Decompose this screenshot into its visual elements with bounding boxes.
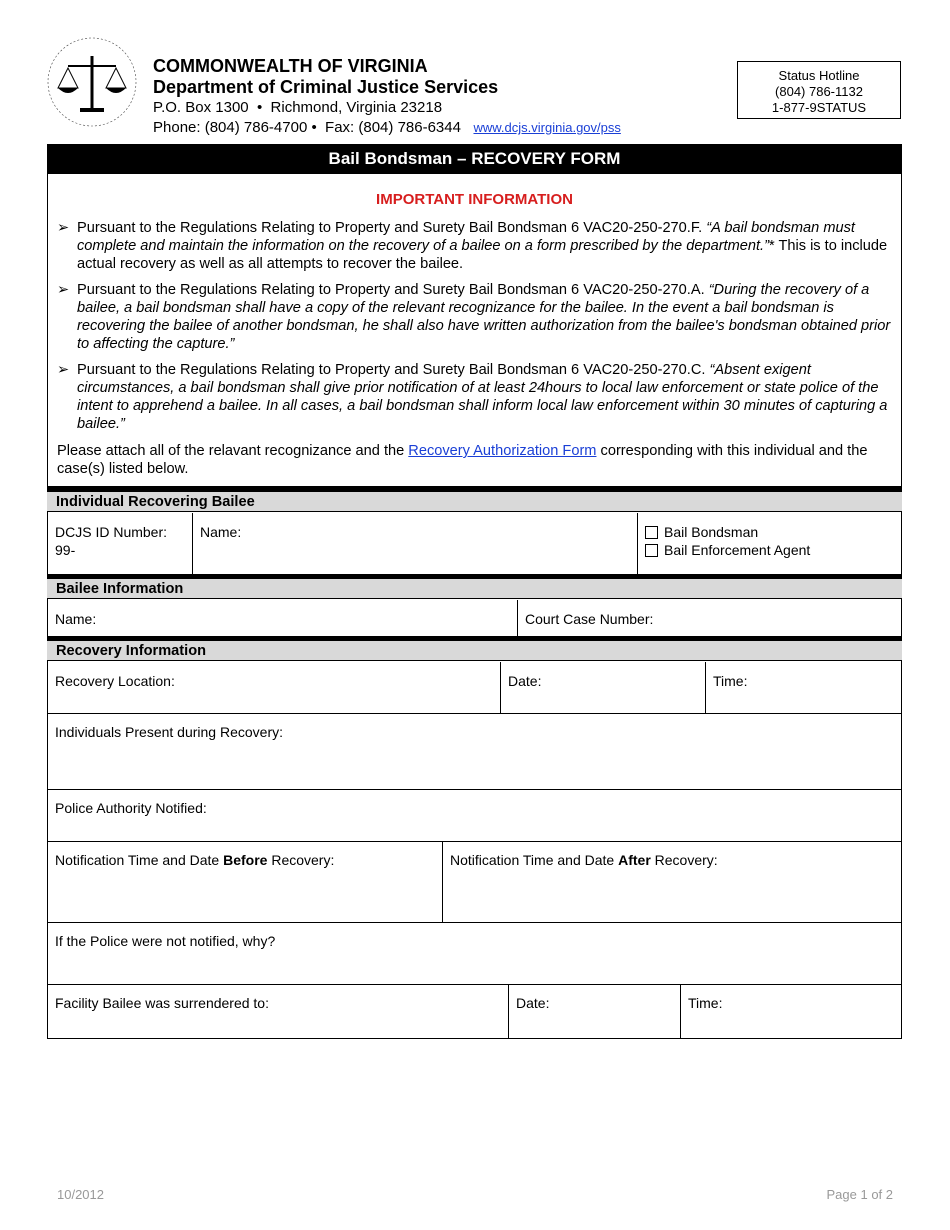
notification-after-field[interactable]: Notification Time and Date After Recovery: [442, 841, 902, 923]
hotline-label: Status Hotline [778, 68, 860, 83]
form-title: Bail Bondsman – RECOVERY FORM [47, 144, 902, 174]
dcjs-seal-logo [40, 36, 144, 132]
arrow-bullet-icon: ➢ [57, 282, 70, 298]
status-hotline-box [737, 61, 901, 119]
section-individual-header: Individual Recovering Bailee [47, 492, 902, 512]
section-recovery-header: Recovery Information [47, 641, 902, 661]
bullet-item: ➢ Pursuant to the Regulations Relating to Property and Surety Bail Bondsman 6 VAC20-250-270.F. “A bail bondsman must complete and maintain the information on the recovery of a bailee on a form prescribed by the department.”* This is to include actual recovery as well as all attempts to recover the bailee. [57, 220, 888, 272]
police-notified-field[interactable]: Police Authority Notified: [47, 789, 902, 842]
bullet-item: ➢ Pursuant to the Regulations Relating to Property and Surety Bail Bondsman 6 VAC20-250-270.A. “During the recovery of a bailee, a bail bondsman shall have a copy of the relevant recognizance for the bailee. In the event a bail bondsman is recovering the bailee of another bondsman, he shall also have written authorization from the bailee's bondsman obtained prior to affecting the capture.” [57, 282, 891, 352]
recovery-time-field[interactable]: Time: [705, 662, 902, 714]
section-bailee-header: Bailee Information [47, 579, 902, 599]
dcjs-id-field[interactable]: DCJS ID Number: 99- [47, 513, 193, 575]
police-not-notified-reason-field[interactable]: If the Police were not notified, why? [47, 922, 902, 985]
phone-fax: Phone: (804) 786-4700 • Fax: (804) 786-6344 [153, 119, 461, 136]
hotline-alt: 1-877-9STATUS [771, 100, 867, 115]
facility-field[interactable]: Facility Bailee was surrendered to: [47, 984, 509, 1039]
agency-header [153, 56, 621, 138]
revision-date: 10/2012 [57, 1187, 104, 1202]
recovery-date-field[interactable]: Date: [500, 662, 706, 714]
address: P.O. Box 1300 • Richmond, Virginia 23218 [153, 99, 443, 116]
recovery-authorization-link[interactable]: Recovery Authorization Form [408, 443, 597, 459]
arrow-bullet-icon: ➢ [57, 362, 70, 378]
surrender-time-field[interactable]: Time: [680, 984, 902, 1039]
arrow-bullet-icon: ➢ [57, 220, 70, 236]
recoverer-name-field[interactable]: Name: [192, 513, 638, 575]
notification-before-field[interactable]: Notification Time and Date Before Recovery: [47, 841, 443, 923]
recovery-location-field[interactable]: Recovery Location: [47, 662, 501, 714]
hotline-phone: (804) 786-1132 [775, 84, 863, 99]
surrender-date-field[interactable]: Date: [508, 984, 681, 1039]
bailee-name-field[interactable]: Name: [47, 600, 518, 637]
important-heading: IMPORTANT INFORMATION [376, 191, 573, 208]
dept-name: Department of Criminal Justice Services [153, 77, 499, 97]
role-checkboxes [637, 513, 902, 575]
bail-bondsman-checkbox[interactable]: Bail Bondsman [645, 523, 894, 541]
individuals-present-field[interactable]: Individuals Present during Recovery: [47, 713, 902, 790]
bullet-item: ➢ Pursuant to the Regulations Relating to Property and Surety Bail Bondsman 6 VAC20-250-270.C. “Absent exigent circumstances, a bail bondsman shall give prior notification of at least 24hours to local law enforcement or state police of the intent to apprehend a bailee. In all cases, a bail bondsman shall inform local law enforcement within 30 minutes of capturing a bailee.” [57, 362, 888, 432]
court-case-number-field[interactable]: Court Case Number: [517, 600, 902, 637]
bail-enforcement-agent-checkbox[interactable]: Bail Enforcement Agent [645, 541, 894, 559]
page-number: Page 1 of 2 [826, 1187, 893, 1202]
website-link[interactable]: www.dcjs.virginia.gov/pss [473, 120, 621, 135]
org-name: COMMONWEALTH OF VIRGINIA [153, 56, 428, 76]
attachment-note: Please attach all of the relavant recognizance and the Recovery Authorization Form corresponding with this individual and the case(s) listed below. [57, 443, 868, 477]
